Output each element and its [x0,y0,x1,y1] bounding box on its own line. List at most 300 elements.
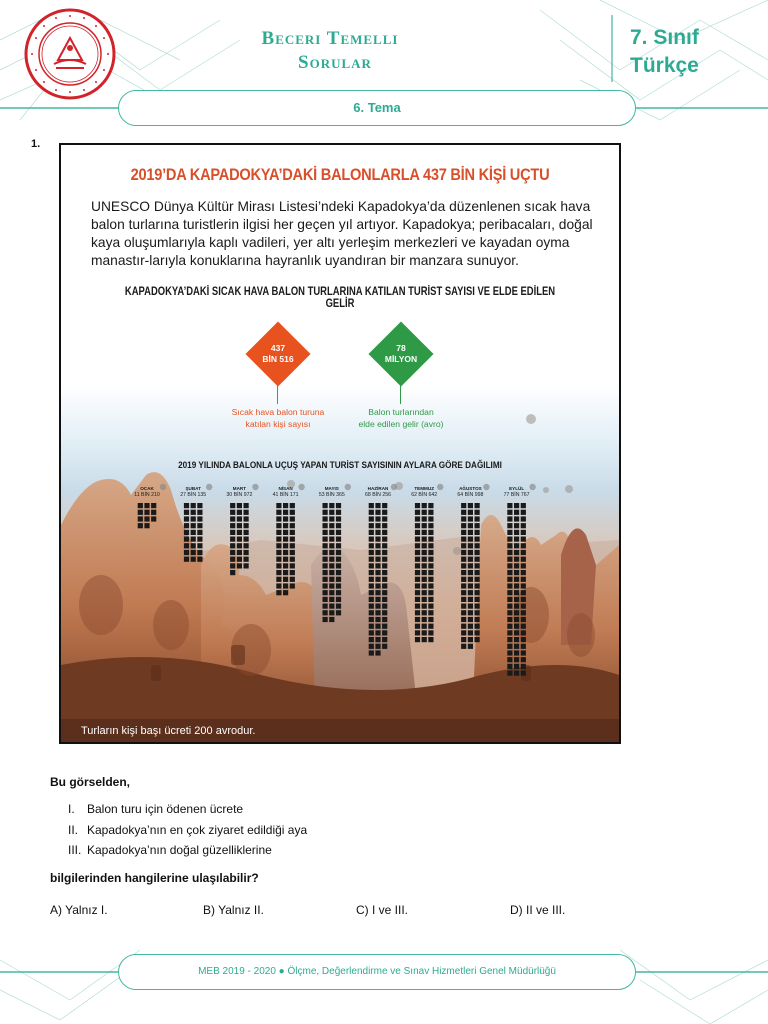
tourist-block [237,537,242,542]
tourist-block [461,563,466,568]
tourist-block [144,510,149,515]
tourist-block [230,537,235,542]
tourist-block [329,597,334,602]
tourist-block [428,577,433,582]
tourist-block [283,503,288,508]
tourist-block [323,510,328,515]
tourist-block [138,510,143,515]
tourist-block [382,557,387,562]
tourist-block [283,590,288,595]
balloon-icon [391,484,397,490]
tourist-block [514,563,519,568]
tourist-block [375,583,380,588]
tourist-block [461,583,466,588]
tourist-block [461,550,466,555]
monthly-tourist-chart [61,145,619,742]
tourist-block [290,550,295,555]
tourist-block [514,590,519,595]
tourist-block [197,543,202,548]
tourist-block [428,604,433,609]
tourist-block [336,597,341,602]
tourist-block [290,523,295,528]
tourist-block [382,570,387,575]
tourist-block [144,503,149,508]
statement-item [68,802,243,816]
tourist-block [184,537,189,542]
tourist-block [283,537,288,542]
tourist-block [507,671,512,676]
tourist-block [382,563,387,568]
tourist-block [323,563,328,568]
balloon-icon [345,484,351,490]
tourist-block [475,543,480,548]
tourist-block [507,530,512,535]
tourist-block [475,624,480,629]
tourist-block [422,570,427,575]
tourist-block [329,570,334,575]
tourist-block [468,577,473,582]
tourist-block [244,530,249,535]
tourist-block [283,570,288,575]
tourist-block [422,590,427,595]
infographic-subtitle: KAPADOKYA’DAKİ SICAK HAVA BALON TURLARINA KATILAN TURİST SAYISI VE ELDE EDİLEN GELİR [124,286,556,310]
tourist-block [475,637,480,642]
tourist-block [375,557,380,562]
tourist-block [521,537,526,542]
tourist-block [475,630,480,635]
tourist-block [428,530,433,535]
tourist-block [415,630,420,635]
tourist-block [521,503,526,508]
option-d[interactable]: D) II ve III. [510,903,566,917]
tourist-block [422,550,427,555]
tourist-block [461,624,466,629]
tourist-block [375,597,380,602]
tourist-block [461,577,466,582]
tourist-block [369,583,374,588]
tourist-block [428,550,433,555]
tourist-block [514,604,519,609]
tourist-block [323,523,328,528]
tourist-block [422,624,427,629]
series-title-line2: Sorular [298,52,372,73]
tourist-block [468,550,473,555]
tourist-block [191,503,196,508]
tourist-block [475,570,480,575]
tourist-block [369,570,374,575]
tourist-block [375,550,380,555]
month-bar [138,503,157,528]
tourist-block [521,604,526,609]
tourist-block [375,563,380,568]
series-title [230,27,430,75]
tourist-block [230,557,235,562]
tourist-block [283,530,288,535]
tourist-block [475,610,480,615]
tourist-block [514,583,519,588]
tourist-block [329,563,334,568]
tourist-block [468,637,473,642]
tourist-block [283,563,288,568]
tourist-block [375,650,380,655]
tourist-block [382,577,387,582]
month-value-label: 53 BİN 365 [318,492,345,498]
tourist-block [329,590,334,595]
tourist-block [375,510,380,515]
tourist-block [191,543,196,548]
tourist-block [507,503,512,508]
tourist-block [329,604,334,609]
tourist-block [382,510,387,515]
tourist-block [468,610,473,615]
tourist-block [475,590,480,595]
tourist-block [191,550,196,555]
tourist-block [475,577,480,582]
tourist-block [422,510,427,515]
tourist-block [382,503,387,508]
tourist-block [507,516,512,521]
tourist-block [422,563,427,568]
month-bar [276,503,295,595]
option-c[interactable]: C) I ve III. [356,903,409,917]
tourist-block [375,577,380,582]
tourist-block [329,516,334,521]
tourist-block [461,570,466,575]
tourist-block [244,543,249,548]
tourist-block [323,604,328,609]
tourist-block [415,604,420,609]
tourist-block [468,543,473,548]
tourist-block [329,550,334,555]
tourist-block [521,597,526,602]
tourist-block [369,537,374,542]
tourist-block [191,557,196,562]
tourist-block [521,516,526,521]
tourist-block [521,583,526,588]
option-b[interactable]: B) Yalnız II. [203,903,264,917]
tourist-block [514,671,519,676]
tourist-block [514,523,519,528]
tourist-block [415,577,420,582]
tourist-block [369,597,374,602]
tourist-block [283,583,288,588]
tourist-block [415,637,420,642]
tourist-block [507,557,512,562]
tourist-block [422,523,427,528]
tourist-block [475,510,480,515]
tourist-block [329,577,334,582]
tourist-block [461,516,466,521]
tourist-block [415,583,420,588]
tourist-block [336,550,341,555]
tourist-block [336,516,341,521]
tourist-block [428,637,433,642]
tourist-block [461,557,466,562]
tourist-block [375,590,380,595]
tourist-block [329,537,334,542]
tourist-block [369,503,374,508]
tourist-block [422,617,427,622]
question-ask: bilgilerinden hangilerine ulaşılabilir? [50,871,259,885]
month-value-label: 11 BİN 210 [134,492,160,498]
tourist-block [375,523,380,528]
tourist-block [369,543,374,548]
tourist-block [514,657,519,662]
tourist-block [521,657,526,662]
question-number: 1. [31,138,41,150]
month-bar [323,503,342,622]
tourist-block [521,590,526,595]
tourist-block [521,550,526,555]
tourist-block [514,557,519,562]
tourist-block [191,530,196,535]
tourist-block [230,516,235,521]
tourist-block [323,543,328,548]
tourist-block [197,516,202,521]
balloon-icon [483,484,489,490]
tourist-block [323,550,328,555]
tourist-block [375,537,380,542]
tourist-block [191,510,196,515]
tourist-block [237,503,242,508]
tourist-block [521,557,526,562]
infographic [59,143,621,744]
tourist-block [230,570,235,575]
tourist-block [428,570,433,575]
tourist-block [184,543,189,548]
tourist-block [415,624,420,629]
tourist-block [290,516,295,521]
tourist-block [507,610,512,615]
tourist-block [290,543,295,548]
tourist-block [244,510,249,515]
tourist-block [244,503,249,508]
month-value-label: 64 BİN 998 [457,492,484,498]
tourist-block [507,597,512,602]
tourist-block [415,550,420,555]
tourist-block [514,537,519,542]
tourist-block [369,650,374,655]
statement-text: Kapadokya’nın en çok ziyaret edildiği aya [87,823,308,837]
tourist-block [428,557,433,562]
statement-text: Kapadokya’nın doğal güzelliklerine [87,843,272,857]
balloon-icon [206,484,212,490]
tourist-block [336,590,341,595]
tourist-block [336,510,341,515]
tourist-count-caption-line1: Sıcak hava balon turuna [231,407,325,417]
tourist-block [514,650,519,655]
tourist-block [290,530,295,535]
tourist-block [375,543,380,548]
tourist-block [507,617,512,622]
tourist-block [369,617,374,622]
tourist-block [197,537,202,542]
tourist-block [415,530,420,535]
tourist-block [336,583,341,588]
month-bar [184,503,203,562]
tourist-block [422,503,427,508]
tourist-block [422,630,427,635]
tourist-block [514,664,519,669]
month-label: NİSAN [278,486,293,491]
tourist-block [197,503,202,508]
tourist-block [382,610,387,615]
tourist-block [375,630,380,635]
tourist-block [336,604,341,609]
tourist-block [276,530,281,535]
tourist-block [336,557,341,562]
tourist-count-caption-line2: katılan kişi sayısı [245,419,311,429]
tourist-block [461,617,466,622]
tourist-block [461,537,466,542]
tourist-block [151,510,156,515]
tourist-block [382,543,387,548]
tourist-block [323,583,328,588]
tourist-block [382,537,387,542]
tourist-block [230,510,235,515]
tourist-block [475,557,480,562]
tourist-block [151,516,156,521]
tourist-block [276,523,281,528]
tourist-block [514,617,519,622]
tourist-block [461,530,466,535]
tourist-block [369,577,374,582]
tourist-block [428,624,433,629]
tourist-block [507,630,512,635]
tourist-block [382,630,387,635]
tourist-block [514,516,519,521]
tourist-block [507,664,512,669]
tourist-block [329,510,334,515]
statement-roman: II. [68,823,79,837]
tourist-block [468,530,473,535]
tourist-block [507,510,512,515]
tourist-block [184,503,189,508]
tourist-block [369,637,374,642]
tourist-block [191,537,196,542]
tourist-block [521,624,526,629]
tourist-block [468,583,473,588]
tourist-block [197,530,202,535]
tourist-block [514,644,519,649]
tourist-block [369,644,374,649]
tourist-block [521,510,526,515]
tourist-block [521,570,526,575]
tourist-block [290,557,295,562]
tourist-block [283,557,288,562]
tourist-block [237,543,242,548]
tourist-block [514,570,519,575]
tourist-block [475,516,480,521]
tourist-block [514,630,519,635]
tourist-block [323,590,328,595]
tourist-block [184,550,189,555]
tourist-block [197,557,202,562]
tourist-block [336,503,341,508]
tourist-block [475,597,480,602]
tourist-block [468,557,473,562]
tourist-block [507,543,512,548]
tourist-block [422,557,427,562]
tourist-block [415,570,420,575]
month-value-label: 62 BİN 642 [411,492,438,498]
tourist-block [521,543,526,548]
tourist-block [369,590,374,595]
tourist-block [276,570,281,575]
option-a[interactable]: A) Yalnız I. [50,903,108,917]
tourist-block [283,577,288,582]
month-value-label: 41 BİN 171 [272,492,299,498]
tourist-block [461,523,466,528]
tourist-block [244,537,249,542]
tourist-block [290,503,295,508]
tourist-block [475,537,480,542]
tourist-block [461,510,466,515]
tourist-block [369,550,374,555]
tourist-block [290,510,295,515]
tourist-block [521,530,526,535]
tourist-block [428,597,433,602]
tourist-block [521,523,526,528]
tourist-block [514,577,519,582]
tourist-block [244,563,249,568]
tourist-block [468,624,473,629]
tourist-block [475,550,480,555]
tourist-block [468,644,473,649]
tourist-block [276,563,281,568]
tourist-block [507,550,512,555]
tourist-block [329,610,334,615]
tourist-block [283,516,288,521]
tourist-block [369,530,374,535]
tourist-block [521,563,526,568]
tourist-block [144,523,149,528]
month-value-label: 30 BİN 972 [226,492,253,498]
tourist-block [244,516,249,521]
tourist-block [507,590,512,595]
tourist-block [329,583,334,588]
tourist-block [369,563,374,568]
tourist-block [475,563,480,568]
month-label: AĞUSTOS [459,486,482,491]
tourist-block [375,644,380,649]
tourist-block [323,537,328,542]
month-bar [507,503,526,676]
month-value-label: 68 BİN 256 [365,492,391,498]
tourist-block [521,617,526,622]
ministry-seal-logo [24,8,116,100]
balloon-icon [252,484,258,490]
tourist-block [369,610,374,615]
tourist-block [290,577,295,582]
tourist-block [197,523,202,528]
tourist-block [244,557,249,562]
tourist-block [468,503,473,508]
tourist-block [507,637,512,642]
tourist-block [184,530,189,535]
tourist-block [323,610,328,615]
month-value-label: 27 BİN 135 [180,492,207,498]
tourist-block [329,503,334,508]
tourist-block [468,563,473,568]
tourist-block [283,523,288,528]
balloon-icon [298,484,304,490]
tourist-block [514,597,519,602]
tourist-block [237,523,242,528]
tourist-block [507,570,512,575]
tourist-block [468,537,473,542]
tourist-block [283,550,288,555]
